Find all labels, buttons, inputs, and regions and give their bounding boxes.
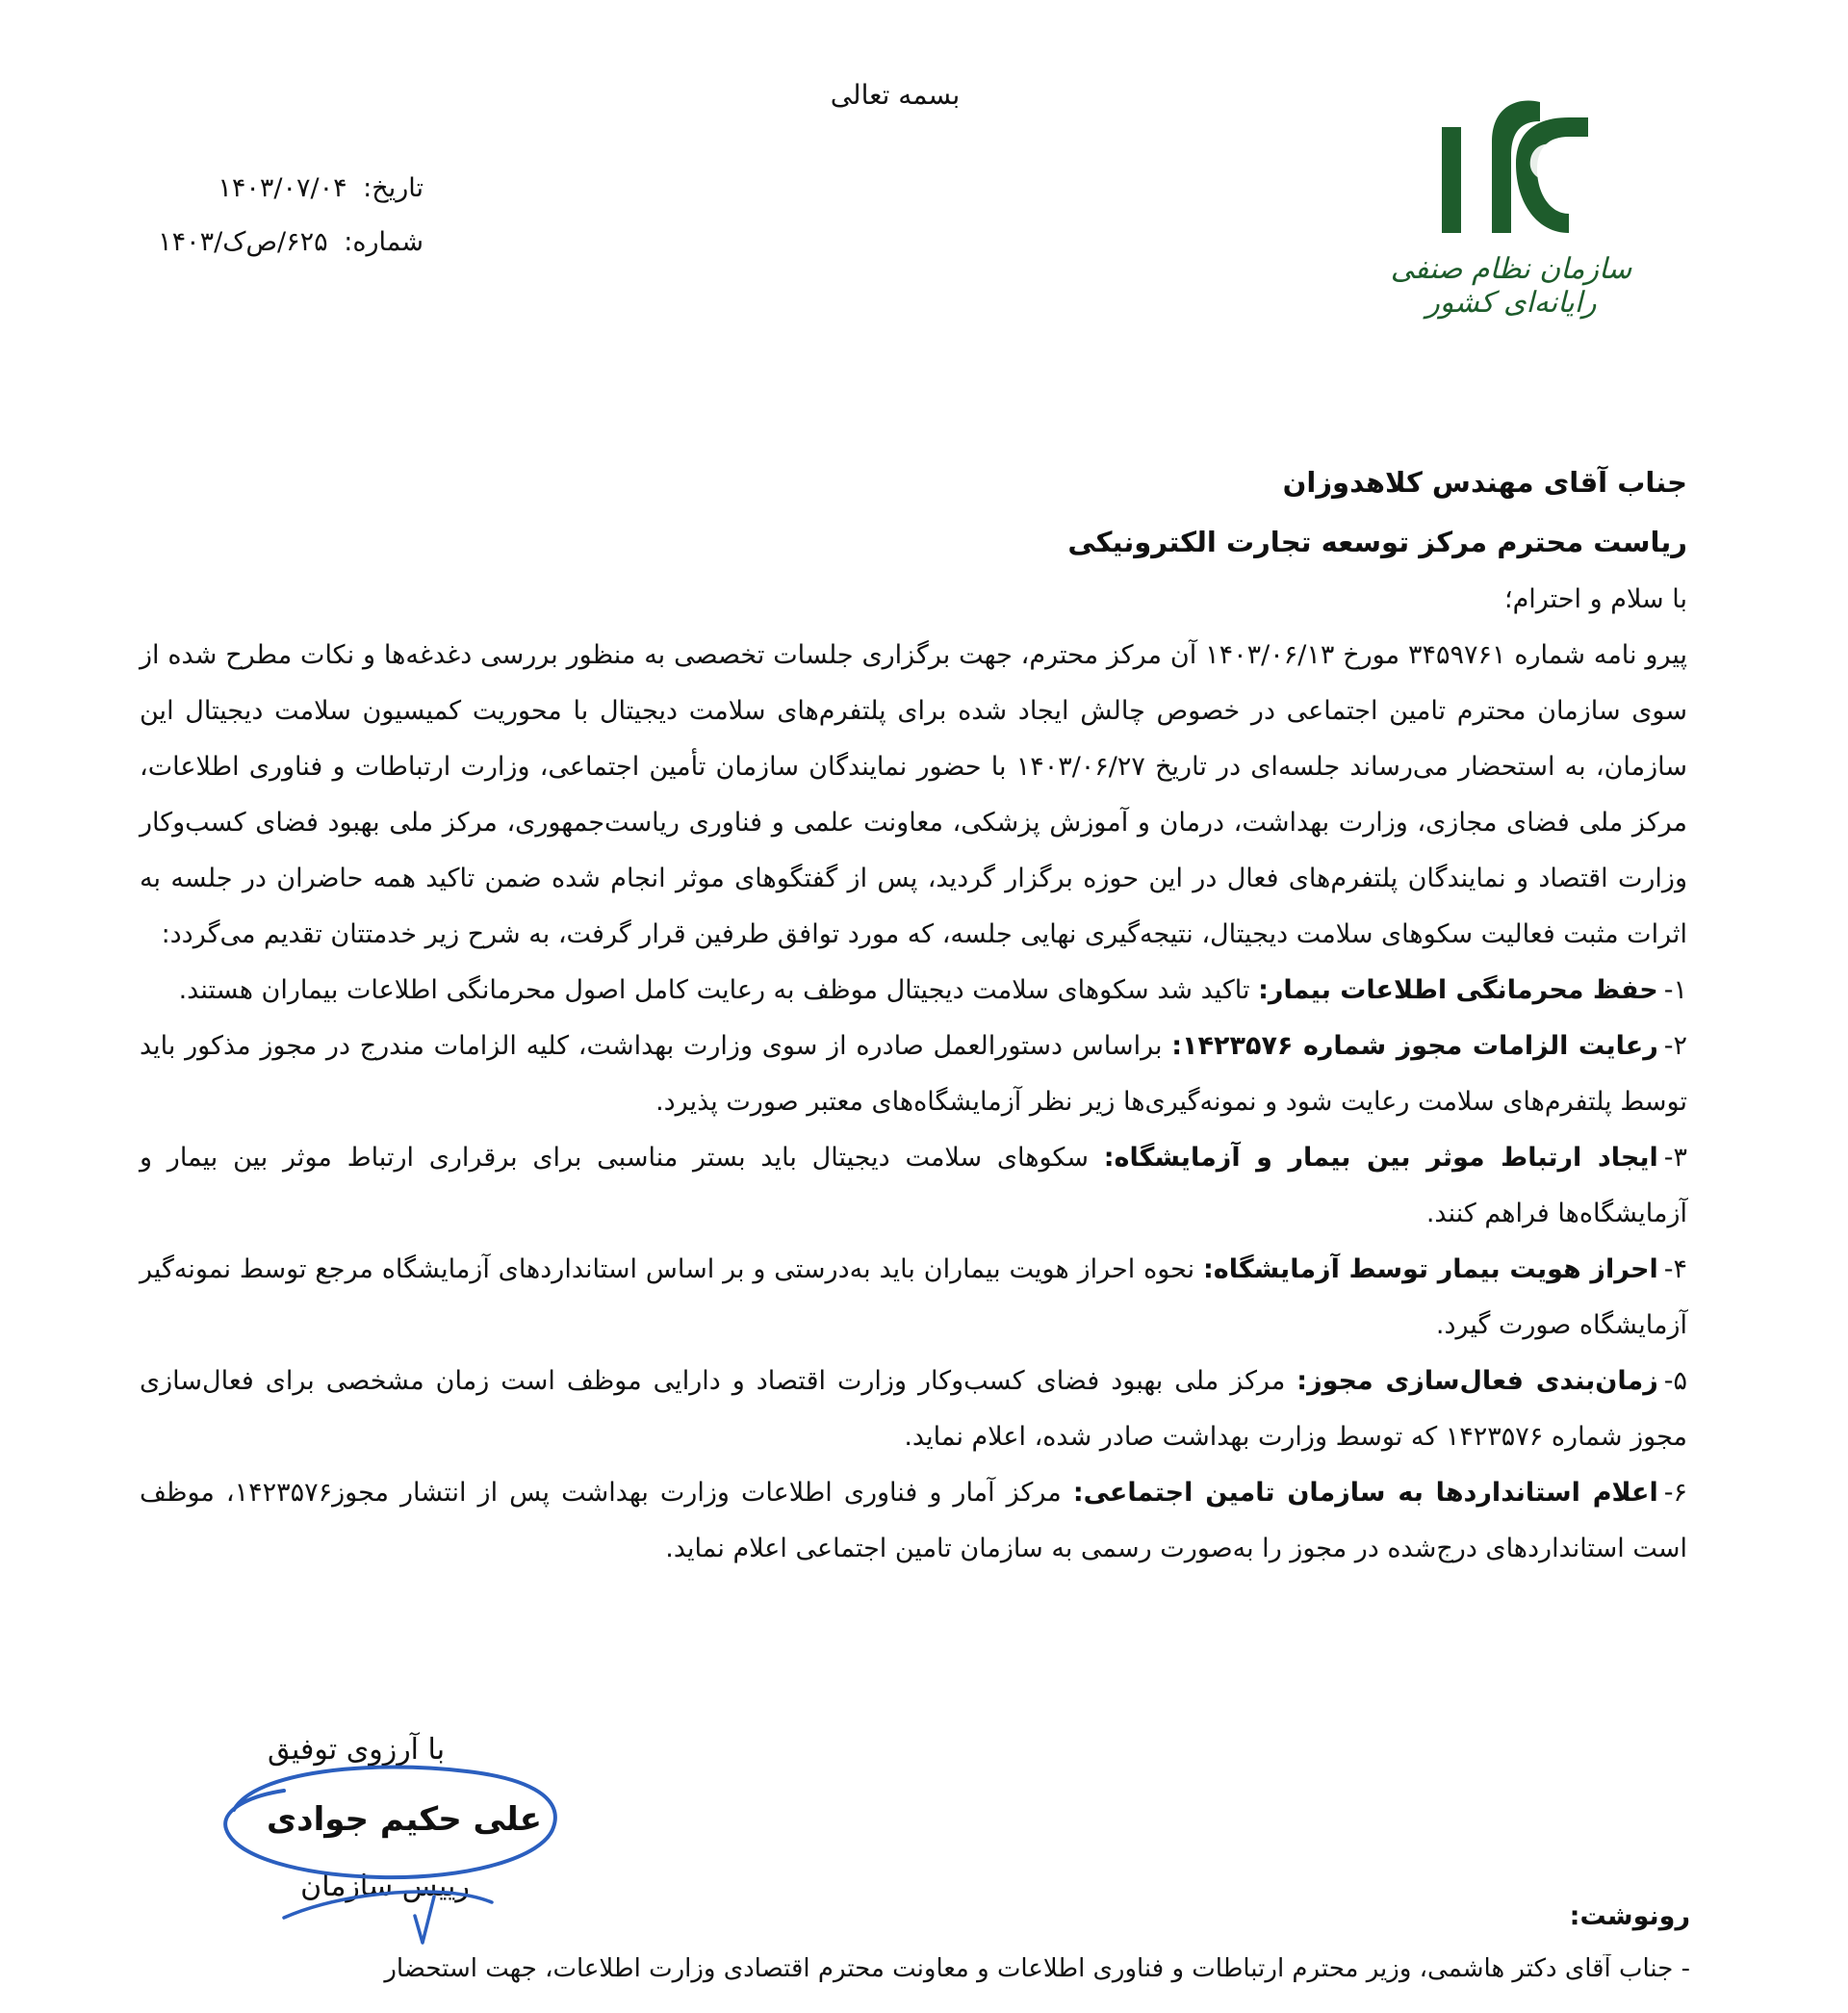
bismillah: بسمه تعالی	[830, 79, 961, 111]
item-title: ایجاد ارتباط موثر بین بیمار و آزمایشگاه:	[1103, 1143, 1658, 1173]
list-item	[140, 1130, 1687, 1242]
item-title: حفظ محرمانگی اطلاعات بیمار:	[1258, 975, 1658, 1005]
item-text: نحوه احراز هویت بیماران باید به‌درستی و بر اساس استانداردهای آزمایشگاه مرجع توسط نمونه‌گیر آزمایشگاه صورت گیرد.	[140, 1254, 1687, 1340]
number-label: شماره:	[344, 227, 424, 257]
list-item	[140, 1354, 1687, 1465]
item-number: ۵-	[1663, 1366, 1687, 1396]
item-text: براساس دستورالعمل صادره از سوی وزارت بهداشت، کلیه الزامات مندرج در مجوز مذکور باید توسط پلتفرم‌های سلامت رعایت شود و نمونه‌گیری‌ها زیر نظر آزمایشگاه‌های معتبر صورت پذیرد.	[140, 1031, 1687, 1117]
item-text: تاکید شد سکوهای سلامت دیجیتال موظف به رعایت کامل اصول محرمانگی اطلاعات بیماران هستند.	[178, 975, 1259, 1005]
number-row	[116, 216, 424, 270]
list-item	[140, 963, 1687, 1019]
logo-mark-icon	[1424, 89, 1607, 233]
item-number: ۶-	[1663, 1478, 1687, 1508]
item-text: مرکز ملی بهبود فضای کسب‌وکار وزارت اقتصاد و دارایی موظف است زمان مشخصی برای فعال‌سازی مجوز شماره ۱۴۲۳۵۷۶ که توسط وزارت بهداشت صادر شده، اعلام نماید.	[140, 1366, 1687, 1452]
cc-line: - جناب آقای دکتر هاشمی، وزیر محترم ارتباطات و فناوری اطلاعات و معاونت محترم اقتصادی وزارت اطلاعات، جهت استحضار	[384, 1954, 1690, 1983]
item-title: زمان‌بندی فعال‌سازی مجوز:	[1296, 1366, 1658, 1396]
item-title: احراز هویت بیمار توسط آزمایشگاه:	[1203, 1254, 1658, 1284]
letter-meta	[116, 162, 424, 270]
addressee-title: ریاست محترم مرکز توسعه تجارت الکترونیکی	[1067, 526, 1687, 558]
intro-paragraph: پیرو نامه شماره ۳۴۵۹۷۶۱ مورخ ۱۴۰۳/۰۶/۱۳ آن مرکز محترم، جهت برگزاری جلسات تخصصی به منظور بررسی دغدغه‌ها و نکات مطرح شده از سوی سازمان محترم تامین اجتماعی در خصوص چالش ایجاد شده برای پلتفرم‌های سلامت دیجیتال با محوریت کمیسیون سلامت دیجیتال این سازمان، به استحضار می‌رساند جلسه‌ای در تاریخ ۱۴۰۳/۰۶/۲۷ با حضور نمایندگان سازمان تأمین اجتماعی، وزارت ارتباطات و فناوری اطلاعات، مرکز ملی فضای مجازی، وزارت بهداشت، درمان و آموزش پزشکی، معاونت علمی و فناوری ریاست‌جمهوری، مرکز ملی بهبود فضای کسب‌وکار وزارت اقتصاد و نمایندگان پلتفرم‌های فعال در این حوزه برگزار گردید، پس از گفتگوهای موثر انجام شده ضمن تاکید همه حاضران در جلسه به اثرات مثبت فعالیت سکوهای سلامت دیجیتال، نتیجه‌گیری نهایی جلسه، که مورد توافق طرفین قرار گرفت، به شرح زیر خدمتتان تقدیم می‌گردد:	[140, 640, 1688, 949]
number-value: ۶۲۵/ص‌ک/۱۴۰۳	[158, 227, 328, 257]
letter-body	[140, 452, 1687, 1577]
item-text: مرکز آمار و فناوری اطلاعات وزارت بهداشت پس از انتشار مجوز۱۴۲۳۵۷۶، موظف است استانداردهای درج‌شده در مجوز را به‌صورت رسمی به سازمان تامین اجتماعی اعلام نماید.	[140, 1478, 1687, 1563]
date-label: تاریخ:	[363, 173, 424, 203]
signatory-name: علی حکیم جوادی	[266, 1800, 543, 1839]
item-number: ۴-	[1663, 1254, 1688, 1284]
item-title: رعایت الزامات مجوز شماره ۱۴۲۳۵۷۶:	[1171, 1031, 1658, 1061]
item-number: ۱-	[1663, 975, 1687, 1005]
date-row	[116, 162, 424, 216]
date-value: ۱۴۰۳/۰۷/۰۴	[218, 173, 347, 203]
item-number: ۲-	[1663, 1031, 1688, 1061]
greeting: با سلام و احترام؛	[1503, 584, 1687, 614]
item-text: سکوهای سلامت دیجیتال باید بستر مناسبی برای برقراری ارتباط موثر بین بیمار و آزمایشگاه‌ها فراهم کنند.	[140, 1143, 1687, 1228]
logo-text: سازمان نظام صنفی رایانه‌ای کشور	[1390, 252, 1632, 320]
list-item	[140, 1019, 1687, 1130]
list-item	[140, 1242, 1687, 1354]
addressee-name: جناب آقای مهندس کلاهدوزان	[1282, 466, 1687, 499]
item-title: اعلام استانداردها به سازمان تامین اجتماعی:	[1072, 1478, 1658, 1508]
item-number: ۳-	[1663, 1143, 1687, 1173]
cc-title: رونوشت:	[1569, 1901, 1690, 1931]
organization-logo	[1367, 89, 1656, 329]
closing-wish: با آرزوی توفیق	[267, 1733, 446, 1767]
list-item	[140, 1465, 1687, 1577]
signatory-role: رییس سازمان	[300, 1870, 470, 1903]
